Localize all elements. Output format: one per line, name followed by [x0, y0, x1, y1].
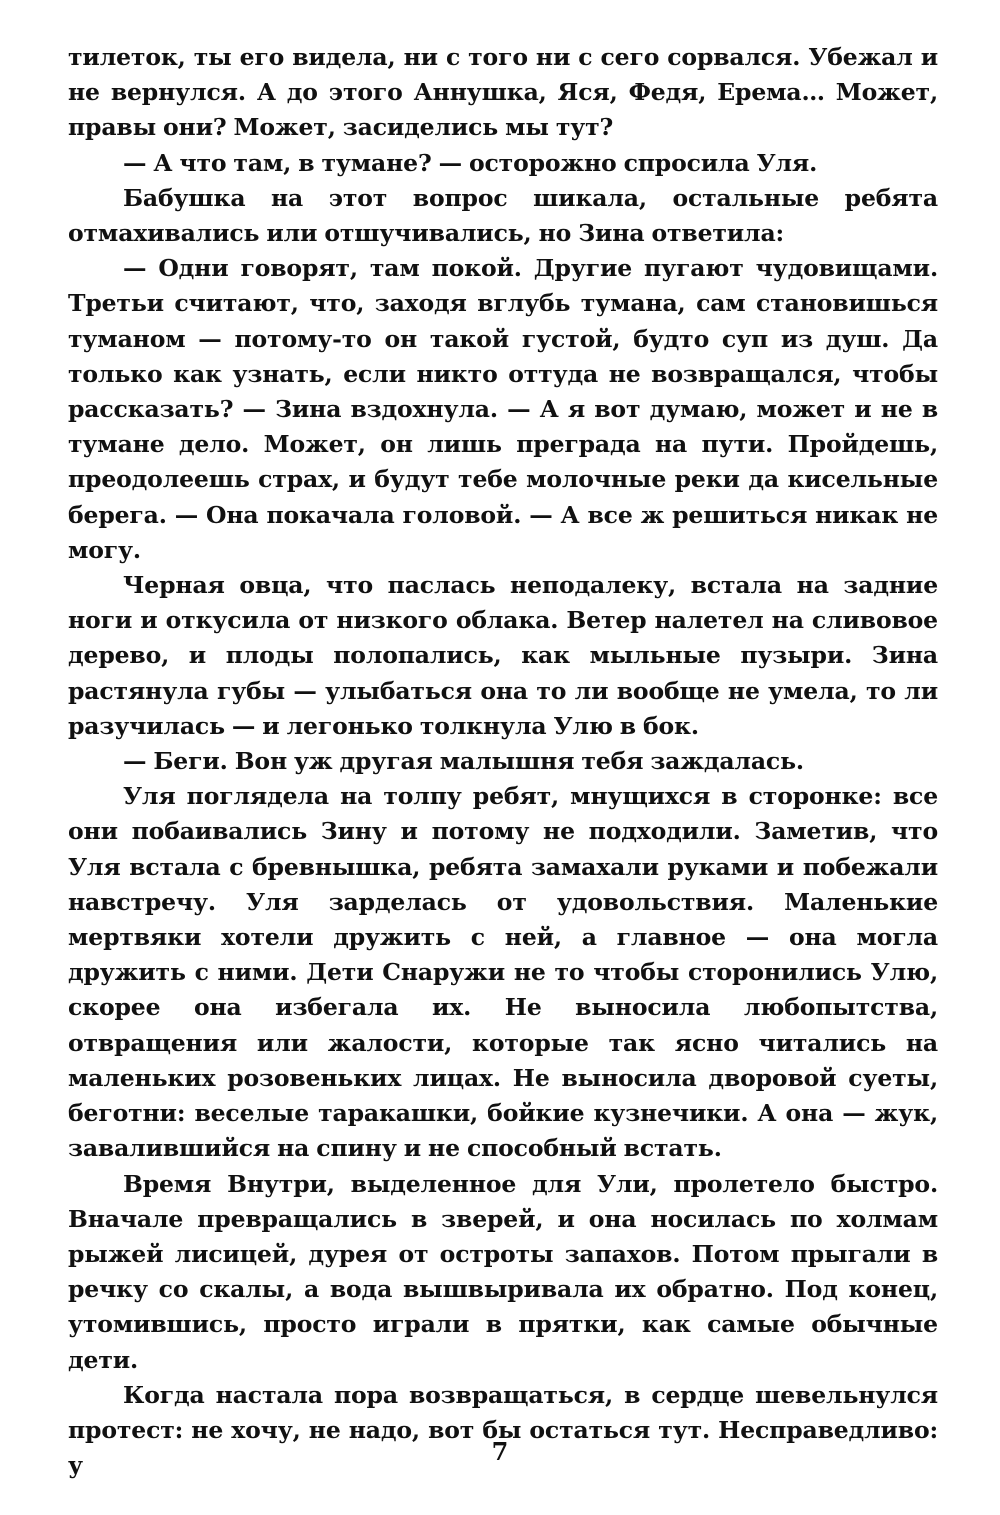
paragraph: тилеток, ты его видела, ни с того ни с сего сорвался. Убежал и не вернулся. А до этого Аннушка, Яся, Федя, Ерема… Может, правы они? Может, засиделись мы тут?	[68, 43, 938, 142]
paragraph: Уля поглядела на толпу ребят, мнущихся в сторонке: все они побаивались Зину и потому не подходили. Заметив, что Уля встала с бревнышка, ребята замахали руками и побежали навстречу. Уля зарделась от удовольствия. Маленькие мертвяки хотели дружить с ней, а главное — она могла дружить с ними. Дети Снаружи не то чтобы сторонились Улю, скорее она избегала их. Не выносила любопытства, отвращения или жалости, которые так ясно читались на маленьких розовеньких лицах. Не выносила дворовой суеты, беготни: веселые таракашки, бойкие кузнечики. А она — жук, завалившийся на спину и не способный встать.	[68, 782, 938, 1163]
paragraph: Время Внутри, выделенное для Ули, пролетело быстро. Вначале превращались в зверей, и она носилась по холмам рыжей лисицей, дурея от остроты запахов. Потом прыгали в речку со скалы, а вода вышвыривала их обратно. Под конец, утомившись, просто играли в прятки, как самые обычные дети.	[68, 1169, 938, 1374]
paragraph: — Одни говорят, там покой. Другие пугают чудовищами. Третьи считают, что, заходя вглубь тумана, сам становишься туманом — потому-то он такой густой, будто суп из душ. Да только как узнать, если никто оттуда не возвращался, чтобы рассказать? — Зина вздохнула. — А я вот думаю, может и не в тумане дело. Может, он лишь преграда на пути. Пройдешь, преодолеешь страх, и будут тебе молочные реки да кисельные берега. — Она покачала головой. — А все ж решиться никак не могу.	[68, 254, 938, 564]
paragraph: Когда настала пора возвращаться, в сердце шевельнулся протест: не хочу, не надо, вот бы остаться тут. Несправедливо: у	[68, 1380, 938, 1480]
paragraph: — Беги. Вон уж другая малышня тебя заждалась.	[123, 747, 804, 776]
paragraph: — А что там, в тумане? — осторожно спросила Уля.	[123, 148, 818, 177]
text-body	[68, 40, 938, 1480]
page-number: 7	[491, 1437, 509, 1466]
paragraph: Черная овца, что паслась неподалеку, встала на задние ноги и откусила от низкого облака. Ветер налетел на сливовое дерево, и плоды полопались, как мыльные пузыри. Зина растянула губы — улыбаться она то ли вообще не умела, то ли разучилась — и легонько толкнула Улю в бок.	[68, 571, 938, 740]
paragraph: Бабушка на этот вопрос шикала, остальные ребята отмахивались или отшучивались, но Зина ответила:	[68, 183, 938, 248]
